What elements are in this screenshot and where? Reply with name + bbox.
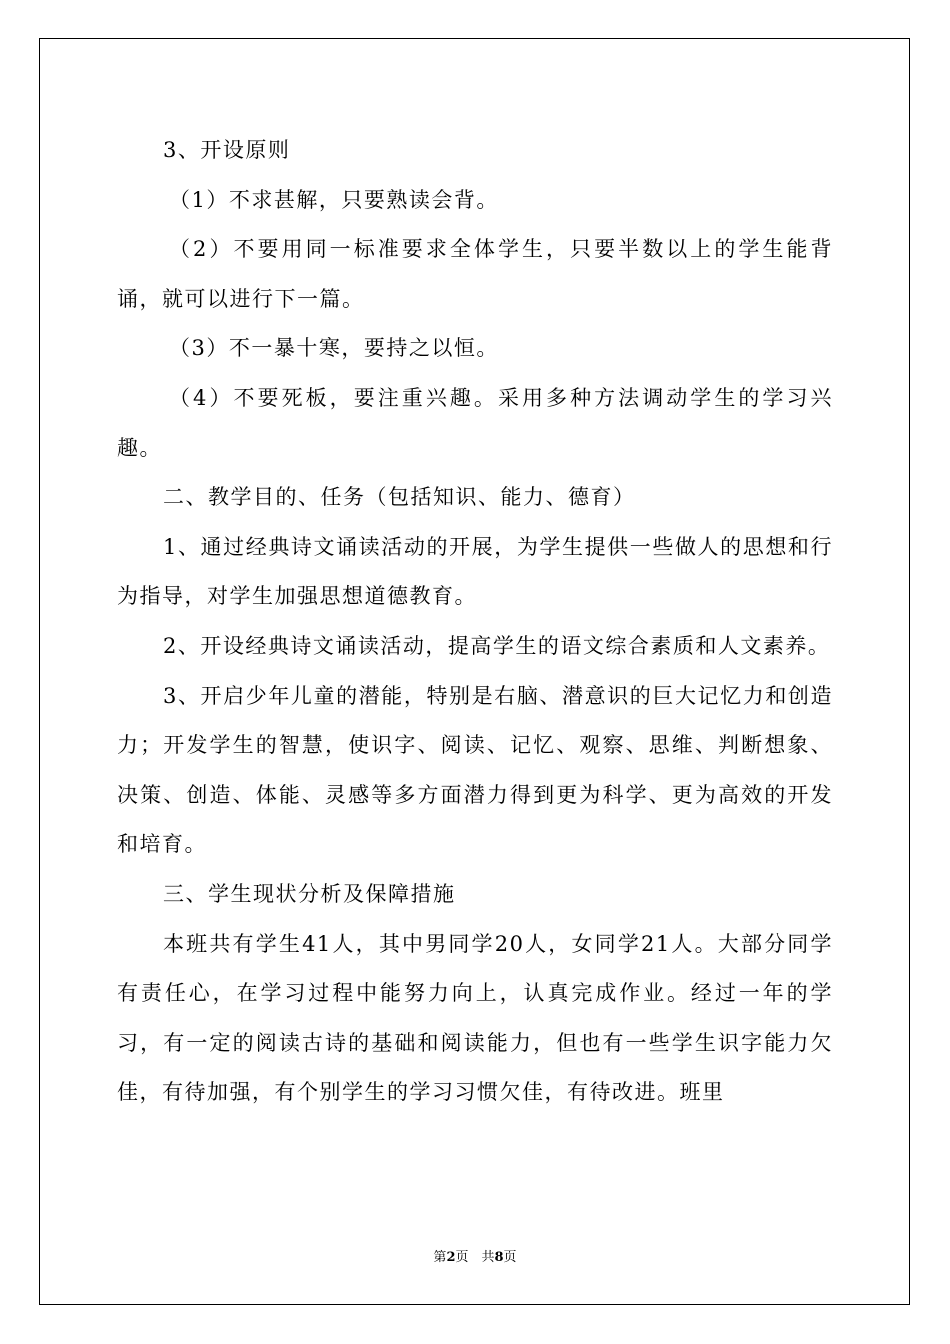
goal-item-1: 1、通过经典诗文诵读活动的开展，为学生提供一些做人的思想和行为指导，对学生加强思想道德教育。 [117, 534, 833, 609]
section-heading-principles: 3、开设原则 [163, 138, 291, 162]
principle-item-1: （1）不求甚解，只要熟读会背。 [169, 187, 499, 212]
document-body [117, 126, 833, 1118]
footer-mid: 页 共 [455, 1250, 495, 1265]
footer-prefix: 第 [433, 1250, 447, 1265]
footer-suffix: 页 [503, 1250, 517, 1265]
principle-item-3: （3）不一暴十寒，要持之以恒。 [169, 336, 499, 361]
page-footer [0, 1246, 950, 1265]
footer-page-number: 2 [446, 1250, 456, 1265]
goal-item-3: 3、开启少年儿童的潜能，特别是右脑、潜意识的巨大记忆力和创造力；开发学生的智慧，使识字、阅读、记忆、观察、思维、判断想象、决策、创造、体能、灵感等多方面潜力得到更为科学、更为高效的开发和培育。 [117, 683, 833, 857]
section-heading-goals: 二、教学目的、任务（包括知识、能力、德育） [163, 485, 636, 510]
goal-item-2: 2、开设经典诗文诵读活动，提高学生的语文综合素质和人文素养。 [163, 633, 831, 658]
section-heading-students: 三、学生现状分析及保障措施 [163, 881, 456, 906]
footer-total-pages: 8 [494, 1250, 504, 1265]
principle-item-4: （4）不要死板，要注重兴趣。采用多种方法调动学生的学习兴趣。 [117, 385, 833, 460]
principle-item-2: （2）不要用同一标准要求全体学生，只要半数以上的学生能背诵，就可以进行下一篇。 [117, 237, 833, 311]
students-analysis-paragraph: 本班共有学生41人，其中男同学20人，女同学21人。大部分同学有责任心，在学习过程中能努力向上，认真完成作业。经过一年的学习，有一定的阅读古诗的基础和阅读能力，但也有一些学生识字能力欠佳，有待加强，有个别学生的学习习惯欠佳，有待改进。班里 [117, 931, 833, 1105]
